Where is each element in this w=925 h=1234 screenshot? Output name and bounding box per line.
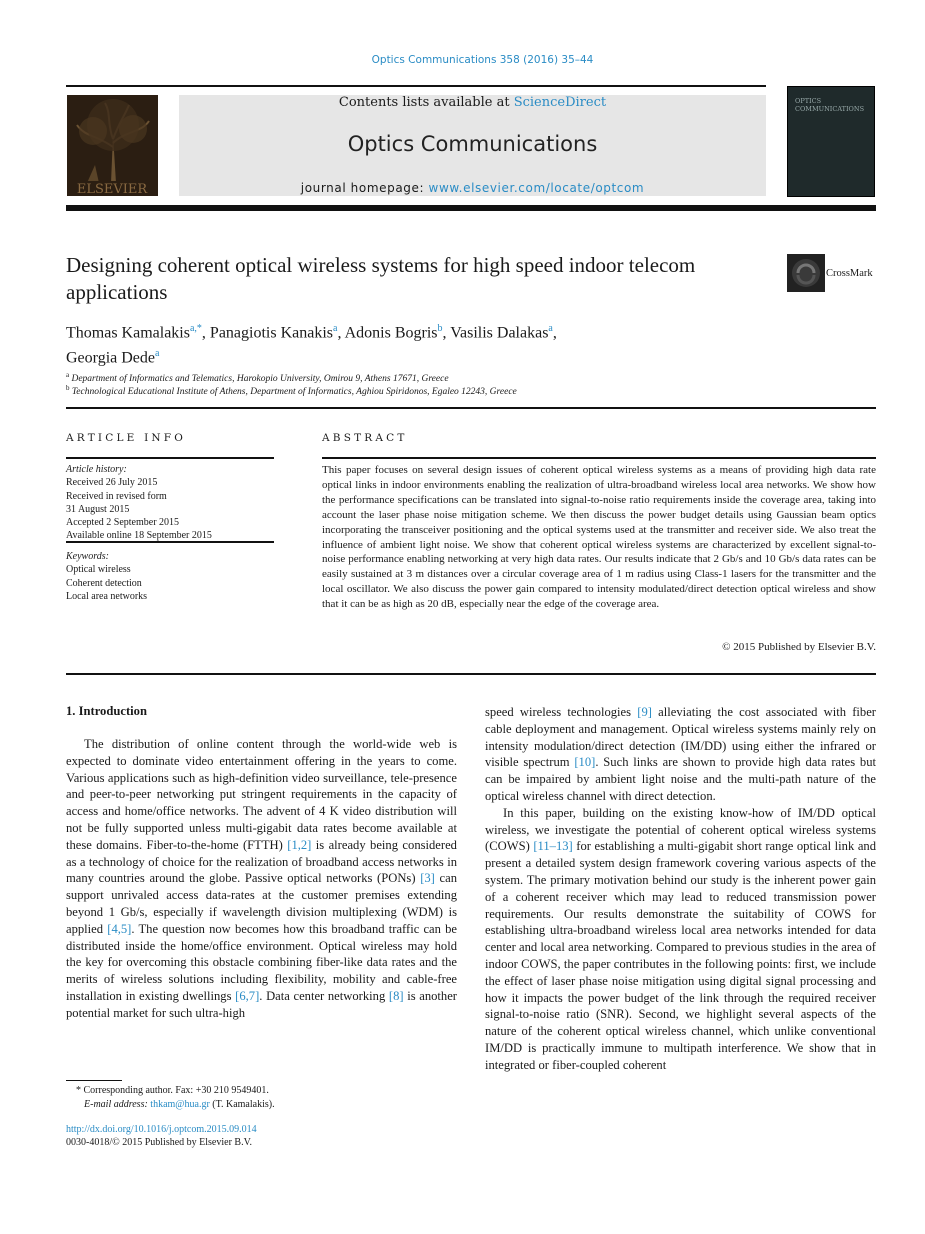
affiliation-text: Technological Educational Institute of Athens, Department of Informatics, Aghiou Spiridonos, Egaleo 12243, Greece — [71, 387, 517, 398]
affiliation-text: Department of Informatics and Telematics, Harokopio University, Omirou 9, Athens 17671, Greece — [71, 374, 449, 385]
crossmark-icon[interactable] — [787, 254, 825, 292]
info-rule — [66, 541, 274, 543]
keyword: Optical wireless — [66, 564, 131, 576]
history-item: Available online 18 September 2015 — [66, 530, 212, 542]
history-item: Received 26 July 2015 — [66, 477, 158, 489]
crossmark-label[interactable]: CrossMark — [826, 268, 873, 279]
history-item: Received in revised form — [66, 490, 167, 502]
info-rule — [66, 457, 274, 459]
elsevier-logo — [67, 95, 158, 196]
author-sup[interactable]: a — [333, 323, 338, 334]
author-sup[interactable]: a — [548, 323, 553, 334]
text-run: In this paper, building on the existing know-how of IM/DD optical wireless, we investigate the potential of coherent optical wireless systems (COWS) — [485, 805, 876, 854]
email-suffix: (T. Kamalakis). — [209, 1099, 275, 1110]
keywords-label: Keywords: — [66, 551, 109, 562]
cover-title: OPTICS COMMUNICATIONS — [795, 97, 865, 113]
contents-prefix: Contents lists available at — [338, 95, 514, 110]
abstract-text: This paper focuses on several design issues of coherent optical wireless systems as a means of providing high data rate optical links in indoor environments enabling the realization of ultra-broadband wireless local area networks. We show how the performance specifications can be translated into signal-to-noise ratio requirements inside the coverage area, taking into account the laser phase noise mitigation scheme. We then discuss the power budget details using Gaussian beam optics incorporating the transceiver positioning and the optical systems used at the transmitter and receiver side. We also treat the influence of ambient light noise. We show that coherent optical wireless systems are characterized by excellent signal-to-noise performance enabling networking at very high data rates. Our results indicate that 2 Gb/s and 10 Gb/s data rates can be easily sustained at 3 m distances over a circular coverage area of 1 m radius using Class-1 lasers for the transmitter and the local oscillator. We also discuss the power gain compared to intensity modulated/direct detection optical wireless and show that it can be as high as 20 dB, especially near the edge of the coverage area. — [322, 464, 876, 611]
publisher-logo-text: ELSEVIER — [76, 182, 148, 196]
intro-right-column — [485, 704, 876, 1074]
abstract-heading: ABSTRACT — [322, 432, 408, 444]
text-run: for establishing a multi-gigabit short range optical link and present a detailed system design framework covering various aspects of the system. The primary motivation behind our study is the inherent power gain of a coherent receiver which may lead to reduced transmission power requirements. Our results demonstrate the suitability of COWS for establishing ultra-broadband wireless local area networks intended for data center and local area networking. Compared to previous studies in the area of indoor COWS, the paper contributes in the following points: first, we include the effect of laser phase noise mitigation using digital signal processing and how it impacts the power budget of the link through the required receiver signal-to-noise ratio (SNR). Second, we highlight several aspects of the nature of the coherent optical wireless channel, which unlike conventional IM/DD is practically immune to multipath interference. We show that in integrated or fiber-coupled coherent — [485, 839, 876, 1072]
keywords — [66, 550, 276, 603]
text-run: . Such links are shown to provide high data rates but can be impaired by ambient light noise and the multi-path nature of the optical wireless channel with direct detection. — [485, 755, 876, 803]
citation-link[interactable]: [6,7] — [235, 988, 260, 1003]
history-item: Accepted 2 September 2015 — [66, 517, 180, 529]
citation-link[interactable]: [3] — [420, 871, 435, 886]
text-run: alleviating the cost associated with fiber cable deployment and management. Optical wireless systems mainly rely on intensity modulation/direct detection (IM/DD) using either the infrared or visible spectrum — [485, 705, 876, 770]
author: Georgia Dede — [66, 349, 155, 367]
homepage-line — [179, 181, 766, 195]
affiliation-b — [66, 382, 866, 398]
abstract-rule — [322, 457, 876, 459]
citation-link[interactable]: [9] — [637, 705, 652, 719]
contents-line — [179, 95, 766, 110]
journal-citation[interactable]: Optics Communications 358 (2016) 35–44 — [371, 54, 594, 66]
affiliation-sup: a — [66, 371, 70, 379]
intro-paragraph — [66, 736, 457, 1022]
affiliation-sup: b — [66, 384, 70, 392]
author: Thomas Kamalakis — [66, 324, 190, 342]
homepage-link[interactable]: www.elsevier.com/locate/optcom — [428, 181, 645, 195]
intro-paragraph — [485, 704, 876, 805]
text-run: . The question now becomes how this broadband traffic can be distributed inside the home/office environment. Optical wireless may hold the key for overcoming this obstacle combining fiber-like data rates and the merits of wireless solutions including flexibility, mobility and cable-free installation in existing dwellings — [66, 921, 458, 1003]
keyword: Coherent detection — [66, 577, 142, 589]
text-run: The distribution of online content through the world-wide web is expected to dominate video entertainment offering in the years to come. Various applications such as high-definition video surveillance, tele-presence and peer-to-peer networking put stringent requirements in the capacity of access and home/office networks. The advent of 4 K video distribution will not be fully supported unless multi-gigabit data rates become available at these domains. Fiber-to-the-home (FTTH) — [66, 737, 457, 852]
journal-name: Optics Communications — [347, 132, 598, 156]
author-sep: , — [552, 324, 557, 342]
author-sep: , — [442, 324, 451, 342]
doi-link[interactable]: http://dx.doi.org/10.1016/j.optcom.2015.09.014 — [66, 1124, 257, 1135]
sciencedirect-link[interactable]: ScienceDirect — [513, 95, 607, 110]
author-sep: , — [337, 324, 345, 342]
citation-link[interactable]: [8] — [388, 988, 404, 1003]
text-run: is already being considered as a technology of choice for the realization of broadband access networks in many countries around the globe. Passive optical networks (PONs) — [66, 837, 457, 886]
author: Adonis Bogris — [344, 324, 438, 342]
author: Panagiotis Kanakis — [209, 324, 334, 342]
header-rule — [66, 85, 766, 87]
intro-paragraph — [485, 805, 876, 1074]
section-rule — [66, 673, 876, 675]
author: Vasilis Dalakas — [450, 324, 549, 342]
email-link[interactable]: thkam@hua.gr — [150, 1099, 210, 1110]
corresponding-author-note: * Corresponding author. Fax: +30 210 9549401. — [76, 1085, 269, 1096]
text-run: speed wireless technologies — [485, 705, 638, 719]
article-title: Designing coherent optical wireless systems for high speed indoor telecom applications — [66, 253, 696, 304]
homepage-prefix: journal homepage: — [300, 181, 429, 195]
abstract-copyright: © 2015 Published by Elsevier B.V. — [722, 641, 876, 653]
citation-link[interactable]: [10] — [574, 755, 596, 770]
article-info-heading: ARTICLE INFO — [66, 432, 187, 444]
header-bar — [66, 205, 876, 211]
author-sup[interactable]: b — [437, 323, 443, 334]
author-list — [66, 318, 766, 369]
email-label: E-mail address: — [84, 1099, 151, 1110]
history-item: 31 August 2015 — [66, 503, 130, 515]
text-run: is another potential market for such ultra-high — [66, 988, 457, 1020]
citation-link[interactable]: [4,5] — [107, 921, 132, 936]
author-sep: , — [201, 324, 210, 342]
issn-line: 0030-4018/© 2015 Published by Elsevier B.V. — [66, 1137, 253, 1148]
email-note — [84, 1098, 484, 1111]
author-sup[interactable]: a,* — [189, 323, 202, 334]
history-label: Article history: — [66, 464, 127, 475]
keyword: Local area networks — [66, 590, 148, 602]
author-sup[interactable]: a — [155, 348, 160, 360]
footnote-rule — [66, 1080, 122, 1081]
citation-link[interactable]: [11–13] — [533, 839, 573, 854]
intro-heading: 1. Introduction — [66, 704, 147, 718]
intro-left-column — [66, 736, 457, 1022]
tree-logo-icon — [67, 95, 158, 196]
article-history — [66, 463, 276, 543]
text-run: . Data center networking — [259, 988, 389, 1003]
text-run: can support unrivaled access data-rates at the customer premises extending beyond 1 Gb/s, especially if wavelength division multiplexing (WDM) is applied — [66, 871, 458, 936]
section-rule — [66, 407, 876, 409]
citation-link[interactable]: [1,2] — [287, 837, 312, 852]
